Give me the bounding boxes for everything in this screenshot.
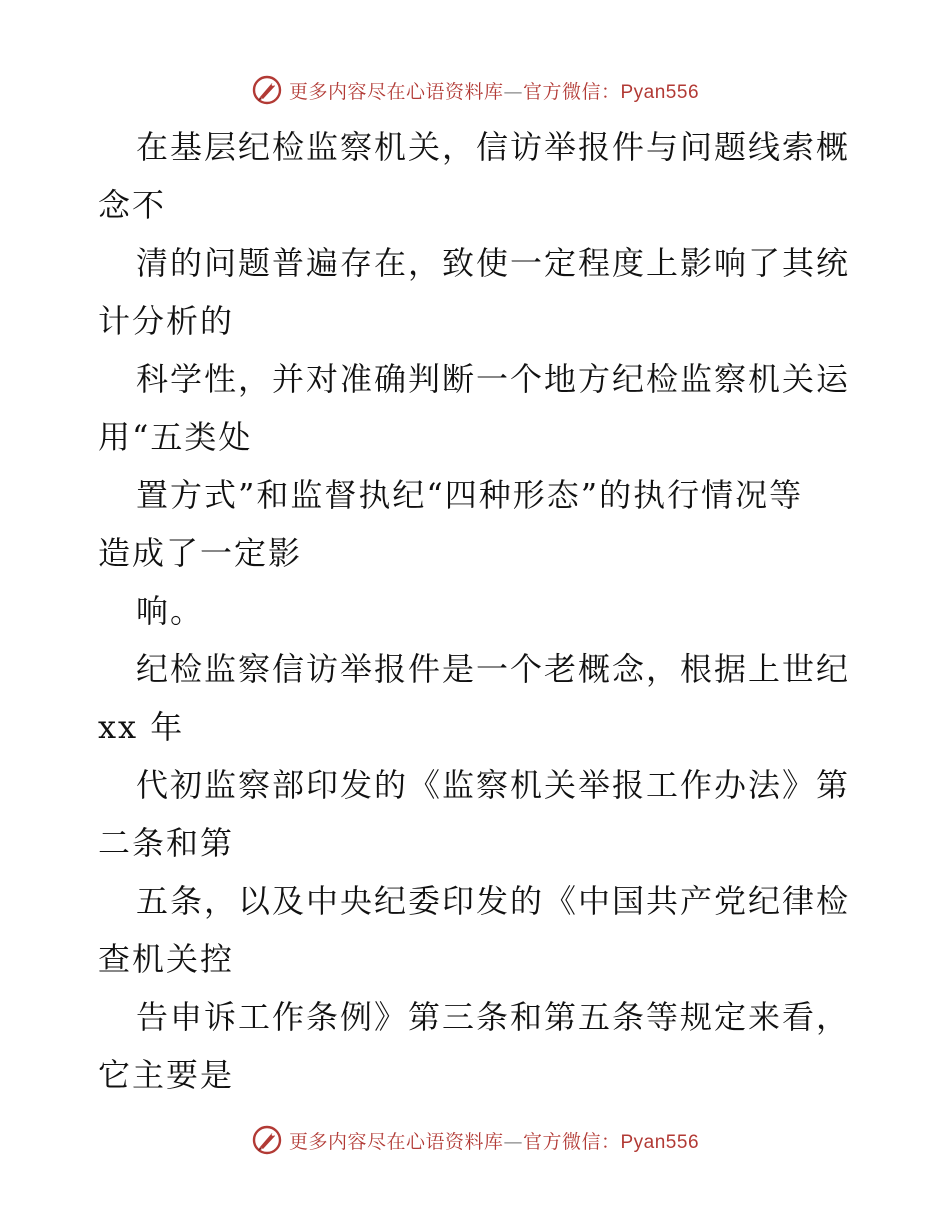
watermark-brand: 更多内容尽在心语资料库 bbox=[288, 80, 504, 103]
paragraph bbox=[0, 234, 950, 350]
watermark-separator: — bbox=[503, 80, 523, 103]
paragraph-line: 计分析的 bbox=[98, 302, 235, 340]
watermark-channel: 官方微信： bbox=[522, 1130, 621, 1153]
paragraph-line: 代初监察部印发的《监察机关举报工作办法》第 bbox=[136, 766, 851, 804]
paragraph bbox=[0, 756, 950, 872]
paragraph-line: 它主要是 bbox=[98, 1056, 235, 1094]
watermark-brand: 更多内容尽在心语资料库 bbox=[288, 1130, 504, 1153]
paragraph-line: 五条，以及中央纪委印发的《中国共产党纪律检 bbox=[136, 882, 851, 920]
paragraph bbox=[0, 466, 950, 582]
paragraph bbox=[0, 872, 950, 988]
paragraph-line: 清的问题普遍存在，致使一定程度上影响了其统 bbox=[136, 244, 851, 282]
paragraph bbox=[0, 640, 950, 756]
paragraph-line: 查机关控 bbox=[98, 940, 235, 978]
paragraph-line: 置方式”和监督执纪“四种形态”的执行情况等 bbox=[136, 476, 804, 514]
document-body bbox=[0, 118, 950, 1104]
paragraph-line: 二条和第 bbox=[98, 824, 235, 862]
watermark-channel: 官方微信： bbox=[522, 80, 621, 103]
paragraph bbox=[0, 350, 950, 466]
paragraph bbox=[0, 582, 950, 640]
paragraph-line: 科学性，并对准确判断一个地方纪检监察机关运 bbox=[136, 360, 851, 398]
paragraph-line: 用“五类处 bbox=[98, 418, 253, 456]
paragraph-line: 造成了一定影 bbox=[98, 534, 303, 572]
paragraph-line: 念不 bbox=[98, 186, 167, 224]
fountain-pen-logo-icon bbox=[251, 74, 283, 106]
paragraph-line: 在基层纪检监察机关，信访举报件与问题线索概 bbox=[136, 128, 851, 166]
paragraph bbox=[0, 988, 950, 1104]
paragraph-line: 纪检监察信访举报件是一个老概念，根据上世纪 bbox=[136, 650, 851, 688]
header-watermark bbox=[0, 70, 950, 110]
paragraph-line: xx 年 bbox=[98, 708, 185, 746]
fountain-pen-logo-icon bbox=[251, 1124, 283, 1156]
watermark-text bbox=[289, 77, 699, 104]
watermark-separator: — bbox=[503, 1130, 523, 1153]
watermark-wechat-id: Pyan556 bbox=[620, 81, 700, 103]
paragraph-line: 告申诉工作条例》第三条和第五条等规定来看， bbox=[136, 998, 851, 1036]
paragraph bbox=[0, 118, 950, 234]
watermark-text bbox=[289, 1127, 699, 1154]
footer-watermark bbox=[0, 1120, 950, 1160]
paragraph-line: 响。 bbox=[136, 592, 205, 630]
watermark-wechat-id: Pyan556 bbox=[620, 1131, 700, 1153]
